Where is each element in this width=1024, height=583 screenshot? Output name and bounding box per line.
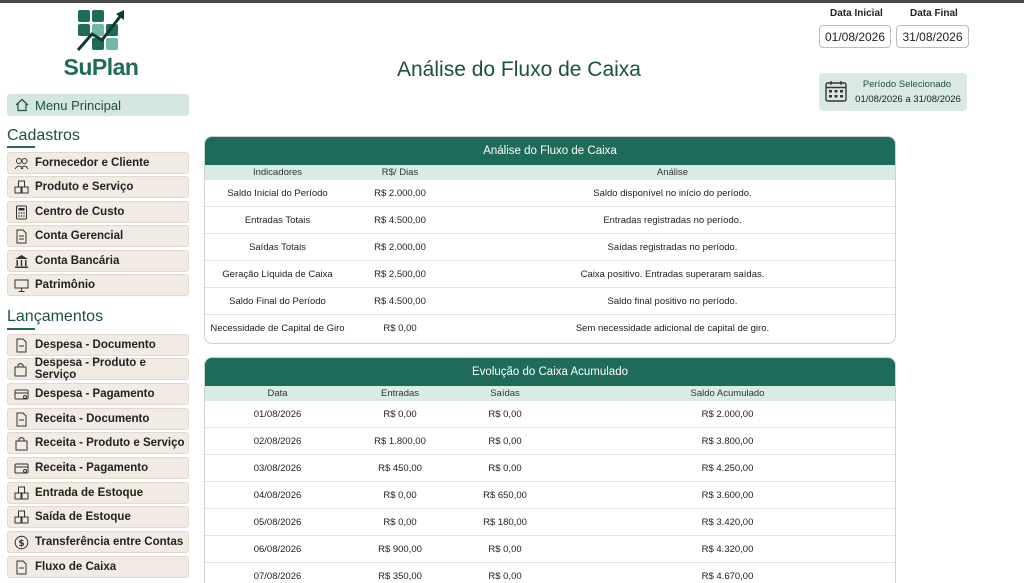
cell-saidas: R$ 650,00: [483, 489, 527, 501]
nav-conta-bancaria[interactable]: [7, 250, 189, 272]
cell-indicador: Necessidade de Capital de Giro: [210, 323, 345, 334]
table-row: [205, 509, 895, 536]
period-label: Período Selecionado: [862, 79, 952, 90]
cell-valor: R$ 0,00: [383, 323, 417, 334]
cell-analise: Caixa positivo. Entradas superaram saídas.: [580, 268, 765, 280]
cell-saidas: R$ 0,00: [488, 543, 522, 555]
table-row: [205, 261, 895, 288]
col-header-saldo: Saldo Acumulado: [690, 388, 765, 399]
analysis-title: Análise do Fluxo de Caixa: [205, 137, 895, 165]
start-date-field[interactable]: 01/08/2026: [819, 25, 891, 48]
main-menu-button[interactable]: [7, 94, 189, 116]
section-title-lancamentos: Lançamentos: [7, 308, 104, 325]
evolution-title: Evolução do Caixa Acumulado: [205, 358, 895, 386]
nav-transferencia-contas[interactable]: [7, 531, 189, 553]
main-menu-label: Menu Principal: [35, 97, 121, 113]
nav-despesa-documento[interactable]: [7, 334, 189, 356]
payment-icon: [13, 386, 29, 402]
cell-valor: R$ 2.000,00: [374, 241, 426, 253]
nav-centro-custo[interactable]: [7, 201, 189, 223]
nav-label: Centro de Custo: [35, 206, 125, 218]
cell-entradas: R$ 1.800,00: [374, 435, 426, 447]
cell-data: 05/08/2026: [253, 516, 302, 528]
nav-label: Transferência entre Contas: [35, 536, 184, 548]
table-row: [205, 315, 895, 342]
cell-saidas: R$ 0,00: [488, 462, 522, 474]
calculator-icon: [13, 204, 29, 220]
col-header-entradas: Entradas: [380, 388, 420, 399]
nav-label: Conta Gerencial: [35, 230, 124, 242]
table-row: [205, 428, 895, 455]
nav-despesa-pagamento[interactable]: [7, 383, 189, 405]
nav-label: Fornecedor e Cliente: [35, 157, 150, 169]
document-icon: [13, 411, 29, 427]
table-row: [205, 482, 895, 509]
nav-despesa-produto-servico[interactable]: [7, 358, 189, 380]
nav-label: Patrimônio: [35, 279, 96, 291]
cell-data: 03/08/2026: [253, 462, 302, 474]
cell-analise: Saídas registradas no período.: [607, 241, 738, 253]
table-row: [205, 288, 895, 315]
logo-chart-icon: [76, 8, 126, 52]
nav-saida-estoque[interactable]: [7, 506, 189, 528]
cell-saldo: R$ 4.670,00: [701, 571, 754, 582]
bag-icon: [13, 361, 29, 377]
cell-data: 07/08/2026: [253, 571, 302, 582]
cell-saldo: R$ 4.250,00: [701, 462, 754, 474]
nav-label: Fluxo de Caixa: [35, 561, 117, 573]
cell-saidas: R$ 0,00: [488, 408, 522, 420]
section-title-cadastros: Cadastros: [7, 127, 80, 144]
end-date-label: Data Final: [910, 8, 958, 19]
evolution-card: [204, 357, 896, 583]
cell-saldo: R$ 4.320,00: [701, 543, 754, 555]
table-row: [205, 207, 895, 234]
cell-valor: R$ 2.000,00: [374, 187, 426, 199]
cell-entradas: R$ 0,00: [383, 516, 417, 528]
cell-data: 04/08/2026: [253, 489, 302, 501]
cell-entradas: R$ 350,00: [378, 571, 422, 582]
cell-saldo: R$ 3.600,00: [701, 489, 754, 501]
boxes-out-icon: [13, 509, 29, 525]
nav-produto-servico[interactable]: [7, 176, 189, 198]
cell-entradas: R$ 0,00: [383, 408, 417, 420]
nav-receita-pagamento[interactable]: [7, 457, 189, 479]
cell-data: 01/08/2026: [253, 408, 302, 420]
cell-saidas: R$ 180,00: [483, 516, 527, 528]
nav-entrada-estoque[interactable]: [7, 482, 189, 504]
nav-conta-gerencial[interactable]: [7, 225, 189, 247]
dollar-circle-icon: [13, 534, 29, 550]
cell-analise: Entradas registradas no período.: [603, 214, 742, 226]
table-row: [205, 401, 895, 428]
nav-receita-produto-servico[interactable]: [7, 432, 189, 454]
boxes-in-icon: [13, 485, 29, 501]
end-date-field[interactable]: 31/08/2026: [896, 25, 969, 48]
cell-saldo: R$ 3.420,00: [701, 516, 754, 528]
selected-period-panel: [819, 73, 967, 111]
table-row: [205, 180, 895, 207]
nav-label: Despesa - Pagamento: [35, 388, 155, 400]
cell-valor: R$ 4.500,00: [374, 295, 426, 307]
cell-indicador: Geração Líquida de Caixa: [222, 268, 333, 280]
nav-label: Entrada de Estoque: [35, 487, 143, 499]
nav-label: Receita - Pagamento: [35, 462, 149, 474]
cell-entradas: R$ 0,00: [383, 489, 417, 501]
nav-label: Receita - Produto e Serviço: [35, 437, 185, 449]
calendar-icon: [825, 80, 847, 102]
nav-label: Conta Bancária: [35, 255, 120, 267]
col-header-data: Data: [267, 388, 288, 399]
nav-label: Produto e Serviço: [35, 181, 134, 193]
cell-saidas: R$ 0,00: [488, 571, 522, 582]
cell-data: 02/08/2026: [253, 435, 302, 447]
cell-analise: Saldo disponível no início do período.: [593, 187, 752, 199]
payment-icon: [13, 460, 29, 476]
nav-patrimonio[interactable]: [7, 274, 189, 296]
table-row: [205, 536, 895, 563]
start-date-label: Data Inicial: [830, 8, 883, 19]
col-header-saidas: Saídas: [490, 388, 520, 399]
cell-entradas: R$ 450,00: [378, 462, 422, 474]
nav-receita-documento[interactable]: [7, 408, 189, 430]
window-top-border: [0, 0, 1024, 3]
nav-fornecedor-cliente[interactable]: [7, 152, 189, 174]
period-range: 01/08/2026 a 31/08/2026: [855, 94, 961, 105]
bank-icon: [13, 253, 29, 269]
col-header-valor: R$/ Dias: [381, 167, 419, 178]
cell-saldo: R$ 3.800,00: [701, 435, 754, 447]
cell-saidas: R$ 0,00: [488, 435, 522, 447]
logo: [56, 8, 146, 80]
col-header-indicadores: Indicadores: [252, 167, 303, 178]
bag-icon: [13, 435, 29, 451]
nav-label: Receita - Documento: [35, 413, 150, 425]
monitor-icon: [13, 277, 29, 293]
nav-label: Saída de Estoque: [35, 511, 131, 523]
svg-text:$: $: [17, 538, 25, 549]
document-icon: [13, 559, 29, 575]
evolution-rows: [205, 401, 895, 583]
logo-text: SuPlan: [63, 54, 139, 80]
analysis-card: [204, 136, 896, 344]
nav-fluxo-caixa[interactable]: [7, 556, 189, 578]
table-row: [205, 455, 895, 482]
cell-valor: R$ 2.500,00: [374, 268, 426, 280]
section-underline: [7, 328, 35, 330]
cell-analise: Sem necessidade adicional de capital de giro.: [575, 323, 770, 334]
nav-label: Despesa - Produto e Serviço: [34, 357, 146, 381]
evolution-column-headers: [205, 386, 895, 401]
page-title: Análise do Fluxo de Caixa: [397, 58, 641, 81]
boxes-icon: [13, 179, 29, 195]
cell-indicador: Saldo Inicial do Período: [227, 187, 328, 199]
people-icon: [13, 155, 29, 171]
cell-indicador: Saldo Final do Período: [229, 295, 326, 307]
cell-indicador: Saídas Totais: [249, 241, 306, 253]
nav-label: Despesa - Documento: [35, 339, 156, 351]
cell-saldo: R$ 2.000,00: [701, 408, 754, 420]
cell-data: 06/08/2026: [253, 543, 302, 555]
cell-valor: R$ 4.500,00: [374, 214, 426, 226]
table-row: [205, 563, 895, 583]
cell-entradas: R$ 900,00: [378, 543, 422, 555]
cell-indicador: Entradas Totais: [244, 214, 311, 226]
document-edit-icon: [13, 228, 29, 244]
section-underline: [7, 146, 35, 148]
home-icon: [15, 98, 29, 112]
table-row: [205, 234, 895, 261]
col-header-analise: Análise: [656, 167, 689, 178]
cell-analise: Saldo final positivo no período.: [607, 295, 738, 307]
analysis-column-headers: [205, 165, 895, 180]
analysis-rows: [205, 180, 895, 342]
document-icon: [13, 337, 29, 353]
